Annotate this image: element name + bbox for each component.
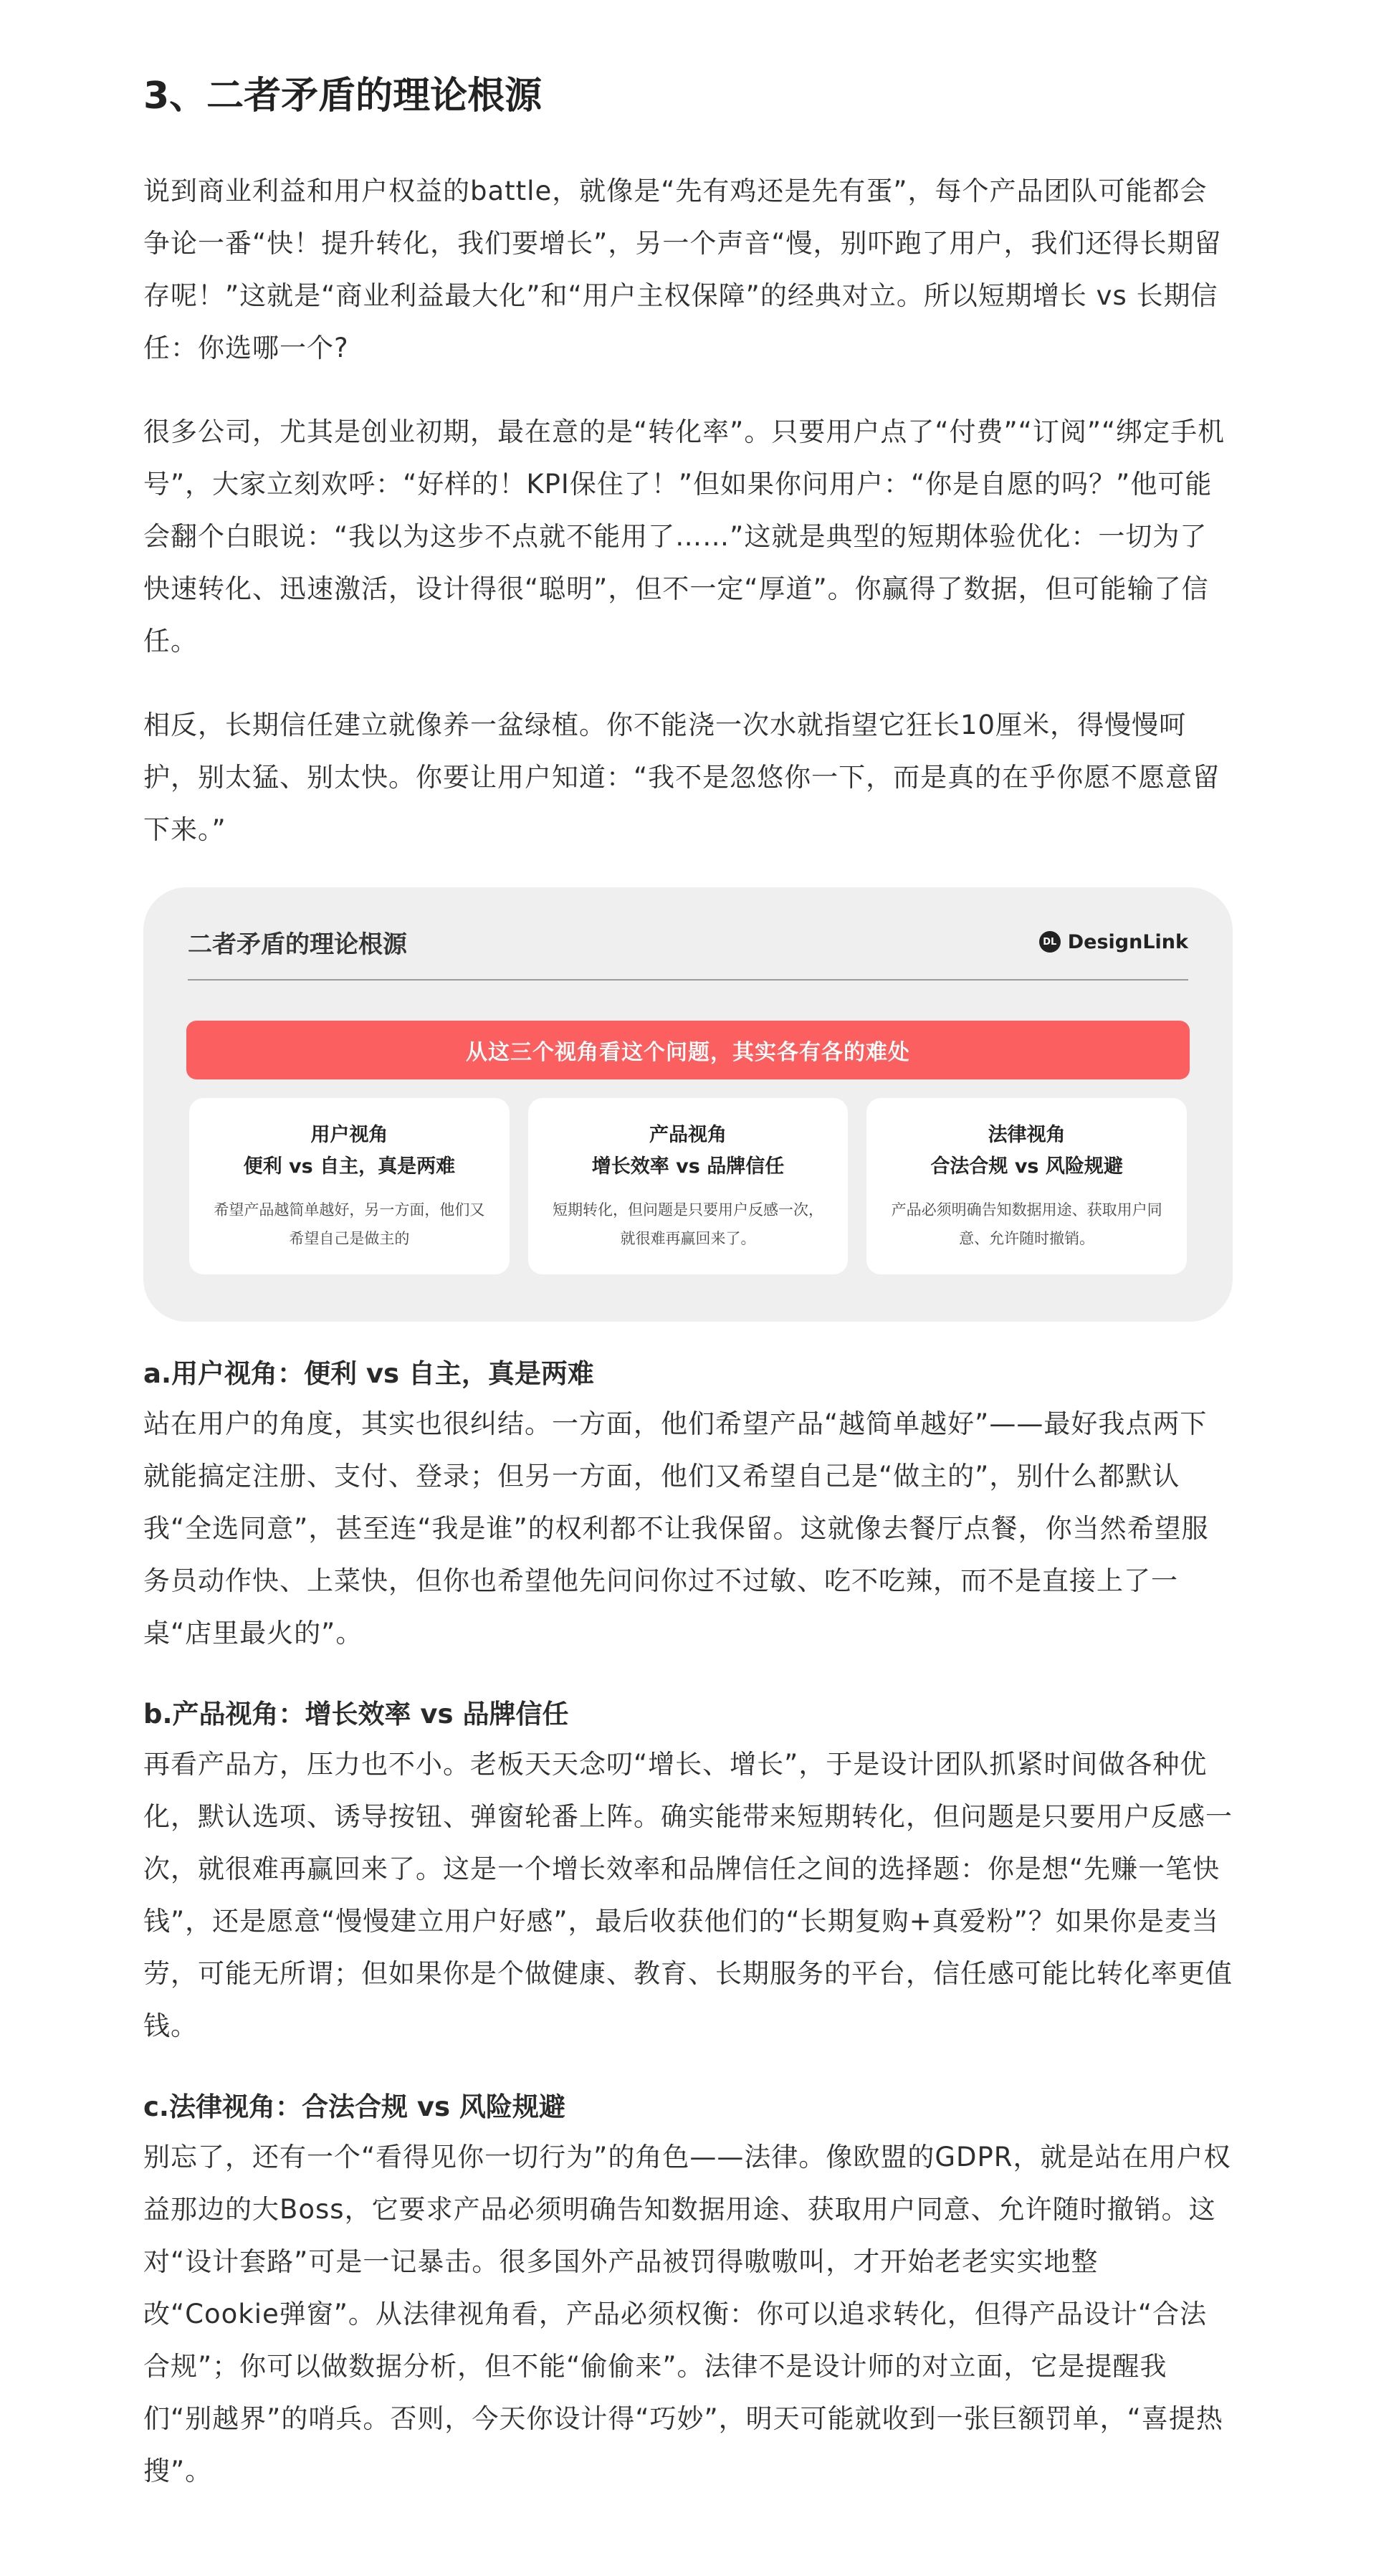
panel-description: 希望产品越简单越好，另一方面，他们又希望自己是做主的: [214, 1201, 485, 1247]
panel-description: 产品必须明确告知数据用途、获取用户同意、允许随时撤销。: [891, 1201, 1162, 1247]
intro-paragraph-3: 相反，长期信任建立就像养一盆绿植。你不能浇一次水就指望它狂长10厘米，得慢慢呵护，别太猛、别太快。你要让用户知道：“我不是忽悠你一下，而是真的在乎你愿不愿意留下来。”: [143, 710, 1220, 845]
panel-legal-perspective: [866, 1098, 1187, 1274]
panel-role: 产品视角: [649, 1124, 727, 1146]
brand-name: DesignLink: [1067, 930, 1188, 953]
card-header: [188, 920, 1188, 981]
brand-logo: [1039, 931, 1188, 953]
panel-product-perspective: [528, 1098, 849, 1274]
section-body-user: 站在用户的角度，其实也很纠结。一方面，他们希望产品“越简单越好”——最好我点两下就能搞定注册、支付、登录；但另一方面，他们又希望自己是“做主的”，别什么都默认我“全选同意”，甚至连“我是谁”的权利都不让我保留。这就像去餐厅点餐，你当然希望服务员动作快、上菜快，但你也希望他先问问你过不过敏、吃不吃辣，而不是直接上了一桌“店里最火的”。: [143, 1408, 1209, 1649]
panel-role: 用户视角: [310, 1124, 388, 1146]
panel-role: 法律视角: [988, 1124, 1066, 1146]
card-title: 二者矛盾的理论根源: [188, 930, 407, 959]
article: [143, 0, 1233, 2497]
section-title-user: a.用户视角：便利 vs 自主，真是两难: [143, 1358, 594, 1389]
theory-card: [143, 887, 1233, 1322]
panel-subtitle: 便利 vs 自主，真是两难: [243, 1155, 456, 1178]
panel-description: 短期转化，但问题是只要用户反感一次，就很难再赢回来了。: [553, 1201, 823, 1247]
section-body-legal: 别忘了，还有一个“看得见你一切行为”的角色——法律。像欧盟的GDPR，就是站在用户权益那边的大Boss，它要求产品必须明确告知数据用途、获取用户同意、允许随时撤销。这对“设计套路”可是一记暴击。很多国外产品被罚得嗷嗷叫，才开始老老实实地整改“Cookie弹窗”。从法律视角看，产品必须权衡：你可以追求转化，但得产品设计“合法合规”；你可以做数据分析，但不能“偷偷来”。法律不是设计师的对立面，它是提醒我们“别越界”的哨兵。否则，今天你设计得“巧妙”，明天可能就收到一张巨额罚单，“喜提热搜”。: [143, 2142, 1231, 2486]
panel-subtitle: 增长效率 vs 品牌信任: [591, 1155, 785, 1178]
section-title-legal: c.法律视角：合法合规 vs 风险规避: [143, 2091, 565, 2122]
intro-paragraph-2: 很多公司，尤其是创业初期，最在意的是“转化率”。只要用户点了“付费”“订阅”“绑定手机号”，大家立刻欢呼：“好样的！KPI保住了！”但如果你问用户：“你是自愿的吗？”他可能会翻个白眼说：“我以为这步不点就不能用了……”这就是典型的短期体验优化：一切为了快速转化、迅速激活，设计得很“聪明”，但不一定“厚道”。你赢得了数据，但可能输了信任。: [143, 416, 1226, 657]
section-title-product: b.产品视角：增长效率 vs 品牌信任: [143, 1699, 569, 1730]
perspective-panels: [186, 1098, 1190, 1274]
card-banner: 从这三个视角看这个问题，其实各有各的难处: [186, 1021, 1190, 1079]
intro-paragraph-1: 说到商业利益和用户权益的battle，就像是“先有鸡还是先有蛋”，每个产品团队可能都会争论一番“快！提升转化，我们要增长”，另一个声音“慢，别吓跑了用户，我们还得长期留存呢！”这就是“商业利益最大化”和“用户主权保障”的经典对立。所以短期增长 vs 长期信任：你选哪一个?: [143, 176, 1222, 363]
section-body-product: 再看产品方，压力也不小。老板天天念叨“增长、增长”，于是设计团队抓紧时间做各种优化，默认选项、诱导按钮、弹窗轮番上阵。确实能带来短期转化，但问题是只要用户反感一次，就很难再赢回来了。这是一个增长效率和品牌信任之间的选择题：你是想“先赚一笔快钱”，还是愿意“慢慢建立用户好感”，最后收获他们的“长期复购+真爱粉”？如果你是麦当劳，可能无所谓；但如果你是个做健康、教育、长期服务的平台，信任感可能比转化率更值钱。: [143, 1749, 1233, 2041]
designlink-logo-icon: DL: [1039, 931, 1061, 953]
panel-subtitle: 合法合规 vs 风险规避: [930, 1155, 1123, 1178]
section-heading: 3、二者矛盾的理论根源: [143, 75, 543, 118]
panel-user-perspective: [189, 1098, 510, 1274]
